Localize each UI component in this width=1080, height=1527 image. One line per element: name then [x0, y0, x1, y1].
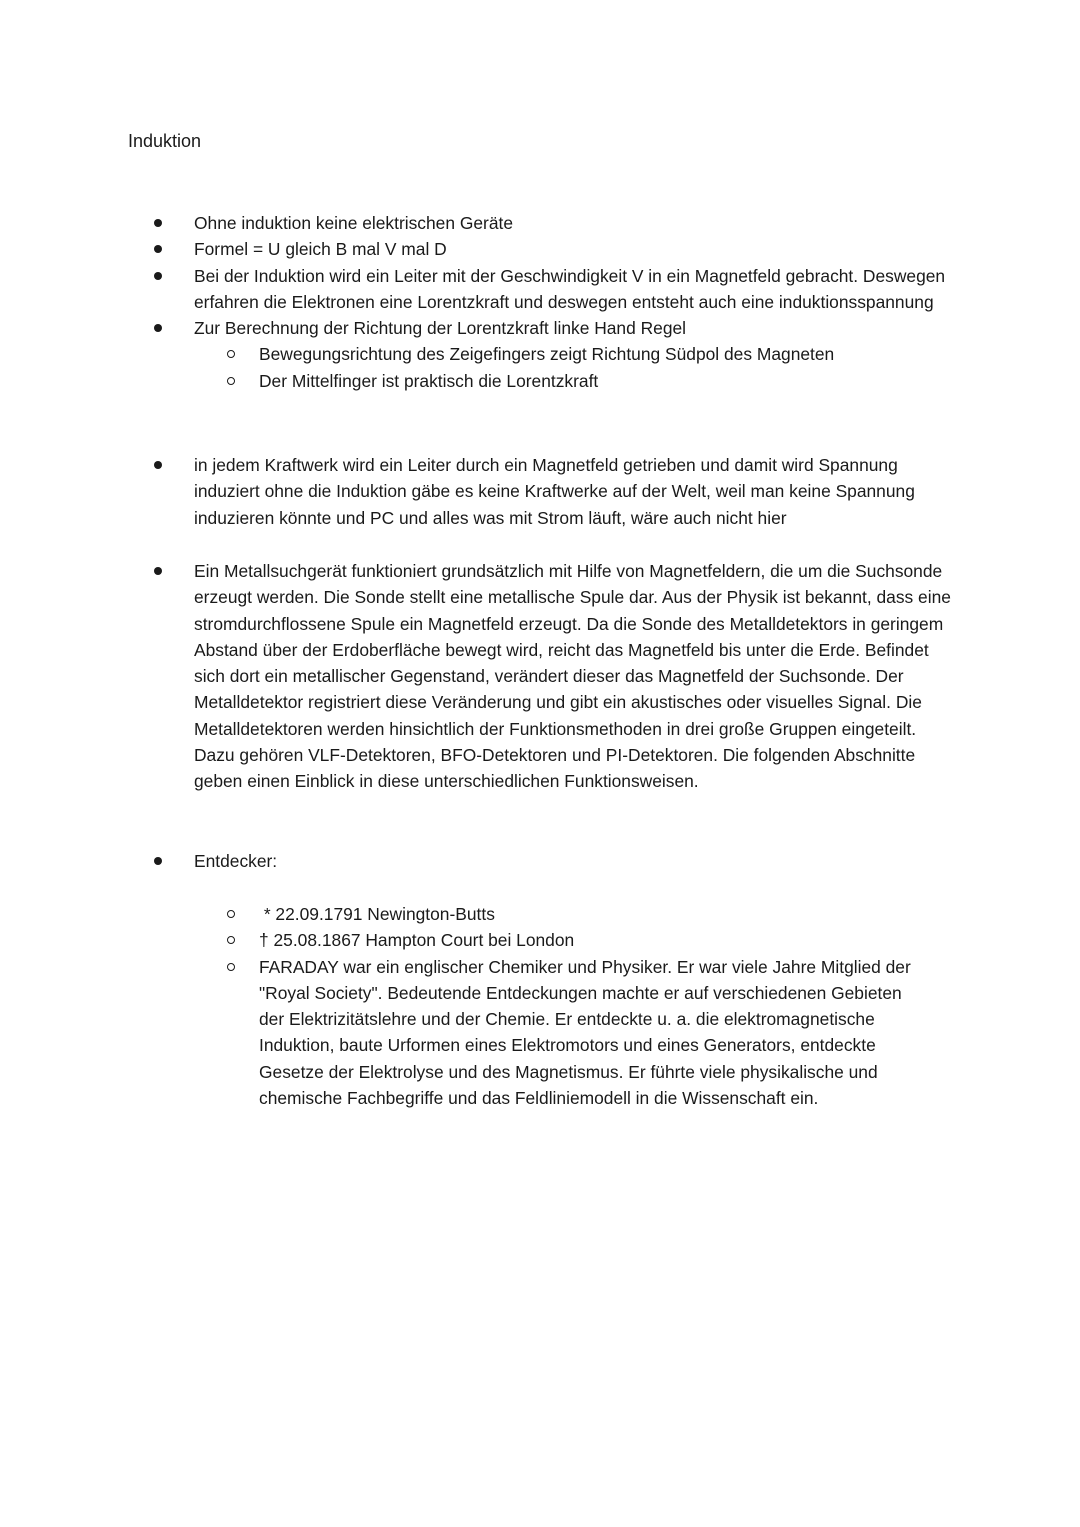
list-item — [0, 848, 1080, 874]
list-item-text: Formel = U gleich B mal V mal D — [194, 239, 447, 260]
bullet-icon — [154, 324, 162, 332]
bullet-icon — [154, 272, 162, 280]
list-item — [0, 236, 1080, 262]
bullet-icon — [154, 567, 162, 575]
list-item — [0, 452, 1080, 531]
list-item-text: Bei der Induktion wird ein Leiter mit der Geschwindigkeit V in ein Magnetfeld gebracht. Deswegen erfahren die Elektronen eine Lorentzkraft und deswegen entsteht auch eine induktionsspannung — [194, 265, 946, 312]
list-item-text: in jedem Kraftwerk wird ein Leiter durch ein Magnetfeld getrieben und damit wird Spannung induziert ohne die Induktion gäbe es keine Kraftwerke auf der Welt, weil man keine Spannung induzieren könnte und PC und alles was mit Strom läuft, wäre auch nicht hier — [194, 455, 915, 528]
sub-list-entdecker — [0, 901, 1080, 1111]
list-item — [0, 558, 1080, 795]
bullet-list-basics — [0, 210, 1080, 394]
bullet-list-entdecker — [0, 848, 1080, 874]
sub-list-item-text: † 25.08.1867 Hampton Court bei London — [259, 930, 575, 951]
circle-bullet-icon — [227, 963, 235, 971]
circle-bullet-icon — [227, 910, 235, 918]
sub-list-item-text: FARADAY war ein englischer Chemiker und Physiker. Er war viele Jahre Mitglied der "Royal Society". Bedeutende Entdeckungen machte er auf verschiedenen Gebieten der Elektrizitätslehre und der Chemie. Er entdeckte u. a. die elektromagnetische Induktion, baute Urformen eines Elektromotors und eines Generators, entdeckte Gesetze der Elektrolyse und des Magnetismus. Er führte viele physikalische und chemische Fachbegriffe und das Feldliniemodell in die Wissenschaft ein. — [259, 956, 911, 1109]
list-item-text: Entdecker: — [194, 851, 278, 871]
list-item — [0, 315, 1080, 341]
page-title: Induktion — [128, 131, 202, 151]
sub-list-item — [0, 341, 1080, 367]
bullet-icon — [154, 857, 162, 865]
sub-list-item — [0, 901, 1080, 927]
bullet-list-kraftwerk — [0, 452, 1080, 531]
sub-list-item — [0, 927, 1080, 953]
circle-bullet-icon — [227, 350, 235, 358]
list-item — [0, 263, 1080, 316]
bullet-icon — [154, 219, 162, 227]
list-item — [0, 210, 1080, 236]
sub-list-item — [0, 954, 1080, 1112]
list-item-text: Zur Berechnung der Richtung der Lorentzkraft linke Hand Regel — [194, 318, 687, 339]
bullet-icon — [154, 461, 162, 469]
circle-bullet-icon — [227, 377, 235, 385]
sub-list-item-text: * 22.09.1791 Newington-Butts — [259, 904, 495, 924]
list-item-text: Ohne induktion keine elektrischen Geräte — [194, 213, 514, 233]
sub-list-item-text: Bewegungsrichtung des Zeigefingers zeigt Richtung Südpol des Magneten — [259, 344, 835, 365]
list-item-text: Ein Metallsuchgerät funktioniert grundsätzlich mit Hilfe von Magnetfeldern, die um die Suchsonde erzeugt werden. Die Sonde stellt eine metallische Spule dar. Aus der Physik ist bekannt, dass eine stromdurchflossene Spule ein Magnetfeld erzeugt. Da die Sonde des Metalldetektors in geringem Abstand über der Erdoberfläche bewegt wird, reicht das Magnetfeld bis unter die Erde. Befindet sich dort ein metallischer Gegenstand, verändert dieser das Magnetfeld der Suchsonde. Der Metalldetektor registriert diese Veränderung und gibt ein akustisches oder visuelles Signal. Die Metalldetektoren werden hinsichtlich der Funktionsmethoden in drei große Gruppen eingeteilt. Dazu gehören VLF-Detektoren, BFO-Detektoren und PI-Detektoren. Die folgenden Abschnitte geben einen Einblick in diese unterschiedlichen Funktionsweisen. — [194, 561, 951, 792]
circle-bullet-icon — [227, 936, 235, 944]
sub-list-item-text: Der Mittelfinger ist praktisch die Lorentzkraft — [259, 370, 599, 391]
bullet-icon — [154, 245, 162, 253]
sub-list-item — [0, 368, 1080, 394]
bullet-list-metalldetektor — [0, 558, 1080, 795]
